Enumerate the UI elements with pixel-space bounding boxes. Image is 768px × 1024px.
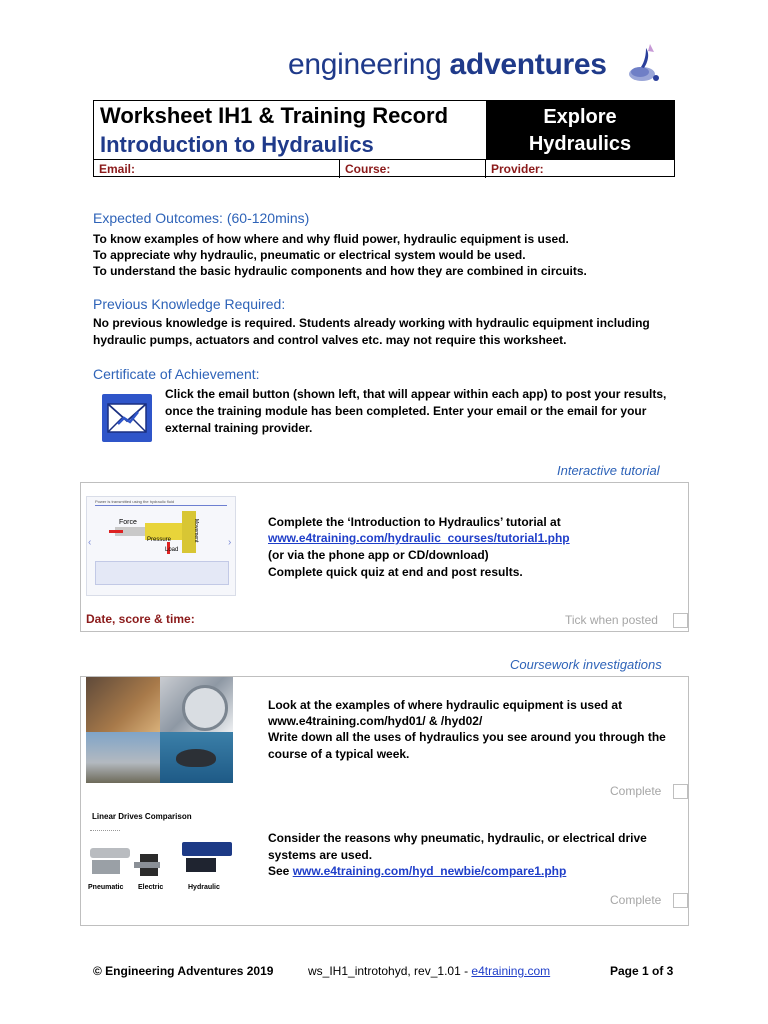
coursework-item2-line-1: Consider the reasons why pneumatic, hydraulic, or electrical drive systems are used. — [268, 831, 647, 862]
outcome-line-2: To appreciate why hydraulic, pneumatic or electrical system would be used. — [93, 248, 526, 262]
worksheet-subtitle: Introduction to Hydraulics — [100, 132, 374, 157]
explore-hydraulics-panel — [486, 101, 674, 159]
thumb-force-label: Force — [119, 519, 137, 526]
see-prefix: See — [268, 864, 293, 878]
tutorial-posted-checkbox[interactable] — [673, 613, 688, 628]
knowledge-text: No previous knowledge is required. Students already working with hydraulic equipment including hydraulic pumps, actuators and control valves etc. may not require this worksheet. — [93, 316, 650, 347]
tutorial-line-4: Complete quick quiz at end and post results. — [268, 565, 523, 579]
tutorial-section-label: Interactive tutorial — [557, 463, 660, 478]
footer-link[interactable]: e4training.com — [471, 964, 551, 978]
certificate-heading: Certificate of Achievement: — [93, 366, 260, 382]
footer-reference — [308, 964, 550, 978]
thumb2-label-pneumatic: Pneumatic — [88, 884, 124, 891]
hydraulics-uses-collage[interactable] — [86, 677, 233, 783]
coursework-item1-line-1: Look at the examples of where hydraulic equipment is used at — [268, 698, 623, 712]
thumb-movement-label: Movement — [193, 519, 199, 543]
explore-line2: Hydraulics — [528, 133, 632, 155]
thumb-load-label: Load — [165, 547, 179, 553]
email-button-icon[interactable] — [102, 394, 152, 442]
record-fields-row — [94, 159, 674, 178]
compare-link[interactable]: www.e4training.com/hyd_newbie/compare1.php — [292, 864, 567, 878]
thumb-prev-icon: ‹ — [88, 537, 92, 548]
tick-when-posted-label: Tick when posted — [565, 613, 658, 627]
complete-checkbox-2[interactable] — [673, 893, 688, 908]
brand-part2: adventures — [449, 48, 607, 81]
email-field[interactable]: Email: — [94, 160, 340, 178]
thumb-next-icon: › — [228, 537, 232, 548]
thumb-pressure-label: Pressure — [147, 537, 172, 543]
complete-label-1: Complete — [610, 784, 662, 798]
explore-line1: Explore — [543, 106, 617, 128]
brand-logo-text — [288, 48, 607, 82]
complete-label-2: Complete — [610, 893, 662, 907]
footer-copyright: © Engineering Adventures 2019 — [93, 964, 274, 978]
thumb2-label-electric: Electric — [138, 884, 164, 891]
linear-drives-comparison-image[interactable] — [86, 810, 236, 896]
knowledge-heading: Previous Knowledge Required: — [93, 296, 286, 312]
brand-part1: engineering — [288, 48, 450, 81]
coursework-item2-see-line — [268, 863, 566, 879]
coursework-item1-line-3: Write down all the uses of hydraulics you see around you through the course of a typical week. — [268, 730, 666, 761]
thumb2-label-hydraulic: Hydraulic — [188, 884, 220, 891]
thumb2-title: Linear Drives Comparison — [92, 812, 192, 821]
footer-page-number: Page 1 of 3 — [610, 964, 674, 978]
footer-ref-text: ws_IH1_introtohyd, rev_1.01 - — [308, 964, 472, 978]
thumb-caption: Power is transmitted using the hydraulic fluid — [95, 499, 175, 504]
course-field[interactable]: Course: — [340, 160, 486, 178]
date-score-time-label: Date, score & time: — [86, 612, 195, 626]
coursework-section-label: Coursework investigations — [510, 657, 662, 672]
tutorial-line-1: Complete the ‘Introduction to Hydraulics’ tutorial at — [268, 515, 561, 529]
worksheet-header — [93, 100, 675, 177]
outcome-line-1: To know examples of how where and why fluid power, hydraulic equipment is used. — [93, 232, 569, 246]
outcomes-heading: Expected Outcomes: (60-120mins) — [93, 210, 310, 226]
certificate-text: Click the email button (shown left, that will appear within each app) to post your results, once the training module has been completed. Enter your email or the email for your external training provider. — [165, 387, 667, 435]
tutorial-thumbnail[interactable] — [86, 496, 236, 596]
worksheet-title: Worksheet IH1 & Training Record — [100, 103, 449, 128]
provider-field[interactable]: Provider: — [491, 162, 544, 176]
tutorial-link[interactable]: www.e4training.com/hydraulic_courses/tutorial1.php — [268, 531, 570, 545]
brand-mascot-icon — [626, 42, 662, 86]
coursework-item1-line-2: www.e4training.com/hyd01/ & /hyd02/ — [268, 714, 483, 728]
complete-checkbox-1[interactable] — [673, 784, 688, 799]
tutorial-line-3: (or via the phone app or CD/download) — [268, 548, 489, 562]
outcome-line-3: To understand the basic hydraulic components and how they are combined in circuits. — [93, 264, 587, 278]
